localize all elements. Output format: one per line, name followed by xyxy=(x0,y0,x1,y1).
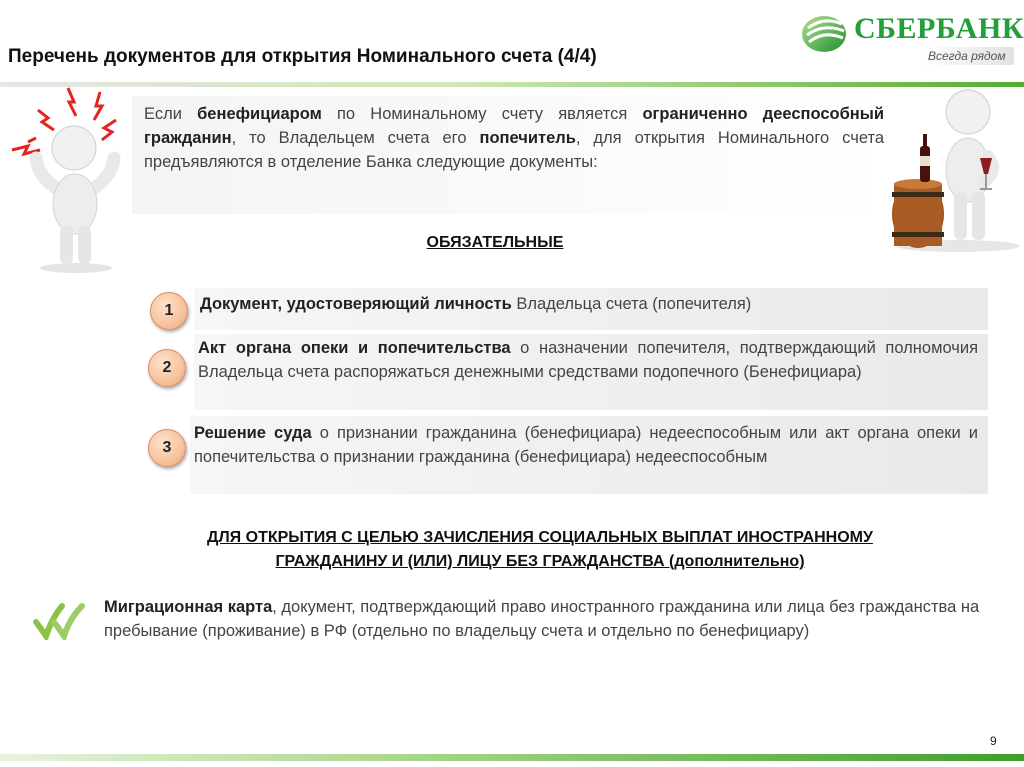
additional-heading-line-2: ГРАЖДАНИНУ И (ИЛИ) ЛИЦУ БЕЗ ГРАЖДАНСТВА (дополнительно) xyxy=(275,553,805,570)
intro-text-2: по Номинальному счету является xyxy=(321,105,643,123)
doc-item-2-text: о назначении попечителя, подтверждающий полномочия Владельца счета распоряжаться денежными средствами подопечного (Бенефициара) xyxy=(198,339,979,381)
intro-bold-beneficiary: бенефициаром xyxy=(197,105,322,123)
intro-paragraph xyxy=(144,102,884,174)
stressed-person-icon xyxy=(8,80,128,275)
doc-item-1-text: Владельца счета (попечителя) xyxy=(511,295,752,313)
number-badge-1: 1 xyxy=(150,292,188,330)
sberbank-logo-icon xyxy=(800,10,848,54)
logo-tagline: Всегда рядом xyxy=(928,49,1006,63)
intro-bold-guardian: попечитель xyxy=(479,129,576,147)
additional-heading-line-1: ДЛЯ ОТКРЫТИЯ С ЦЕЛЬЮ ЗАЧИСЛЕНИЯ СОЦИАЛЬНЫХ ВЫПЛАТ ИНОСТРАННОМУ xyxy=(207,529,873,546)
doc-item-2-title: Акт органа опеки и попечительства xyxy=(198,339,511,357)
doc-item-3 xyxy=(194,421,978,469)
logo-name: СБЕРБАНК xyxy=(854,12,1024,45)
sberbank-logo xyxy=(800,8,1024,68)
doc-item-3-text: о признании гражданина (бенефициара) недееспособным или акт органа опеки и попечительства о признании гражданина (бенефициара) недееспособным xyxy=(194,424,979,466)
page-title: Перечень документов для открытия Номинального счета (4/4) xyxy=(8,46,597,67)
mandatory-heading: ОБЯЗАТЕЛЬНЫЕ xyxy=(426,234,564,251)
doc-item-3-title: Решение суда xyxy=(194,424,312,442)
footer-divider xyxy=(0,754,1024,761)
number-badge-3: 3 xyxy=(148,429,186,467)
person-with-wine-barrel-icon xyxy=(888,84,1024,254)
migration-card-paragraph xyxy=(104,595,980,643)
doc-item-1-title: Документ, удостоверяющий личность xyxy=(200,295,512,313)
page-number: 9 xyxy=(990,734,997,748)
intro-bold-limited-capacity: ограниченно дееспособный гражданин xyxy=(144,105,885,147)
additional-heading xyxy=(100,526,980,574)
intro-text-3: , то Владельцем счета его xyxy=(231,129,480,147)
doc-item-1 xyxy=(200,292,980,316)
intro-text-4: , для открытия Номинального счета предъявляются в отделение Банка следующие документы: xyxy=(144,129,884,171)
migration-card-text: , документ, подтверждающий право иностранного гражданина или лица без гражданства на пребывание (проживание) в РФ (отдельно по владельцу счета и отдельно по бенефициару) xyxy=(104,598,980,640)
doc-item-2 xyxy=(198,336,978,384)
intro-text-1: Если xyxy=(144,105,198,123)
number-badge-2: 2 xyxy=(148,349,186,387)
double-check-icon xyxy=(32,600,88,640)
migration-card-title: Миграционная карта xyxy=(104,598,273,616)
header-divider xyxy=(0,82,1024,87)
